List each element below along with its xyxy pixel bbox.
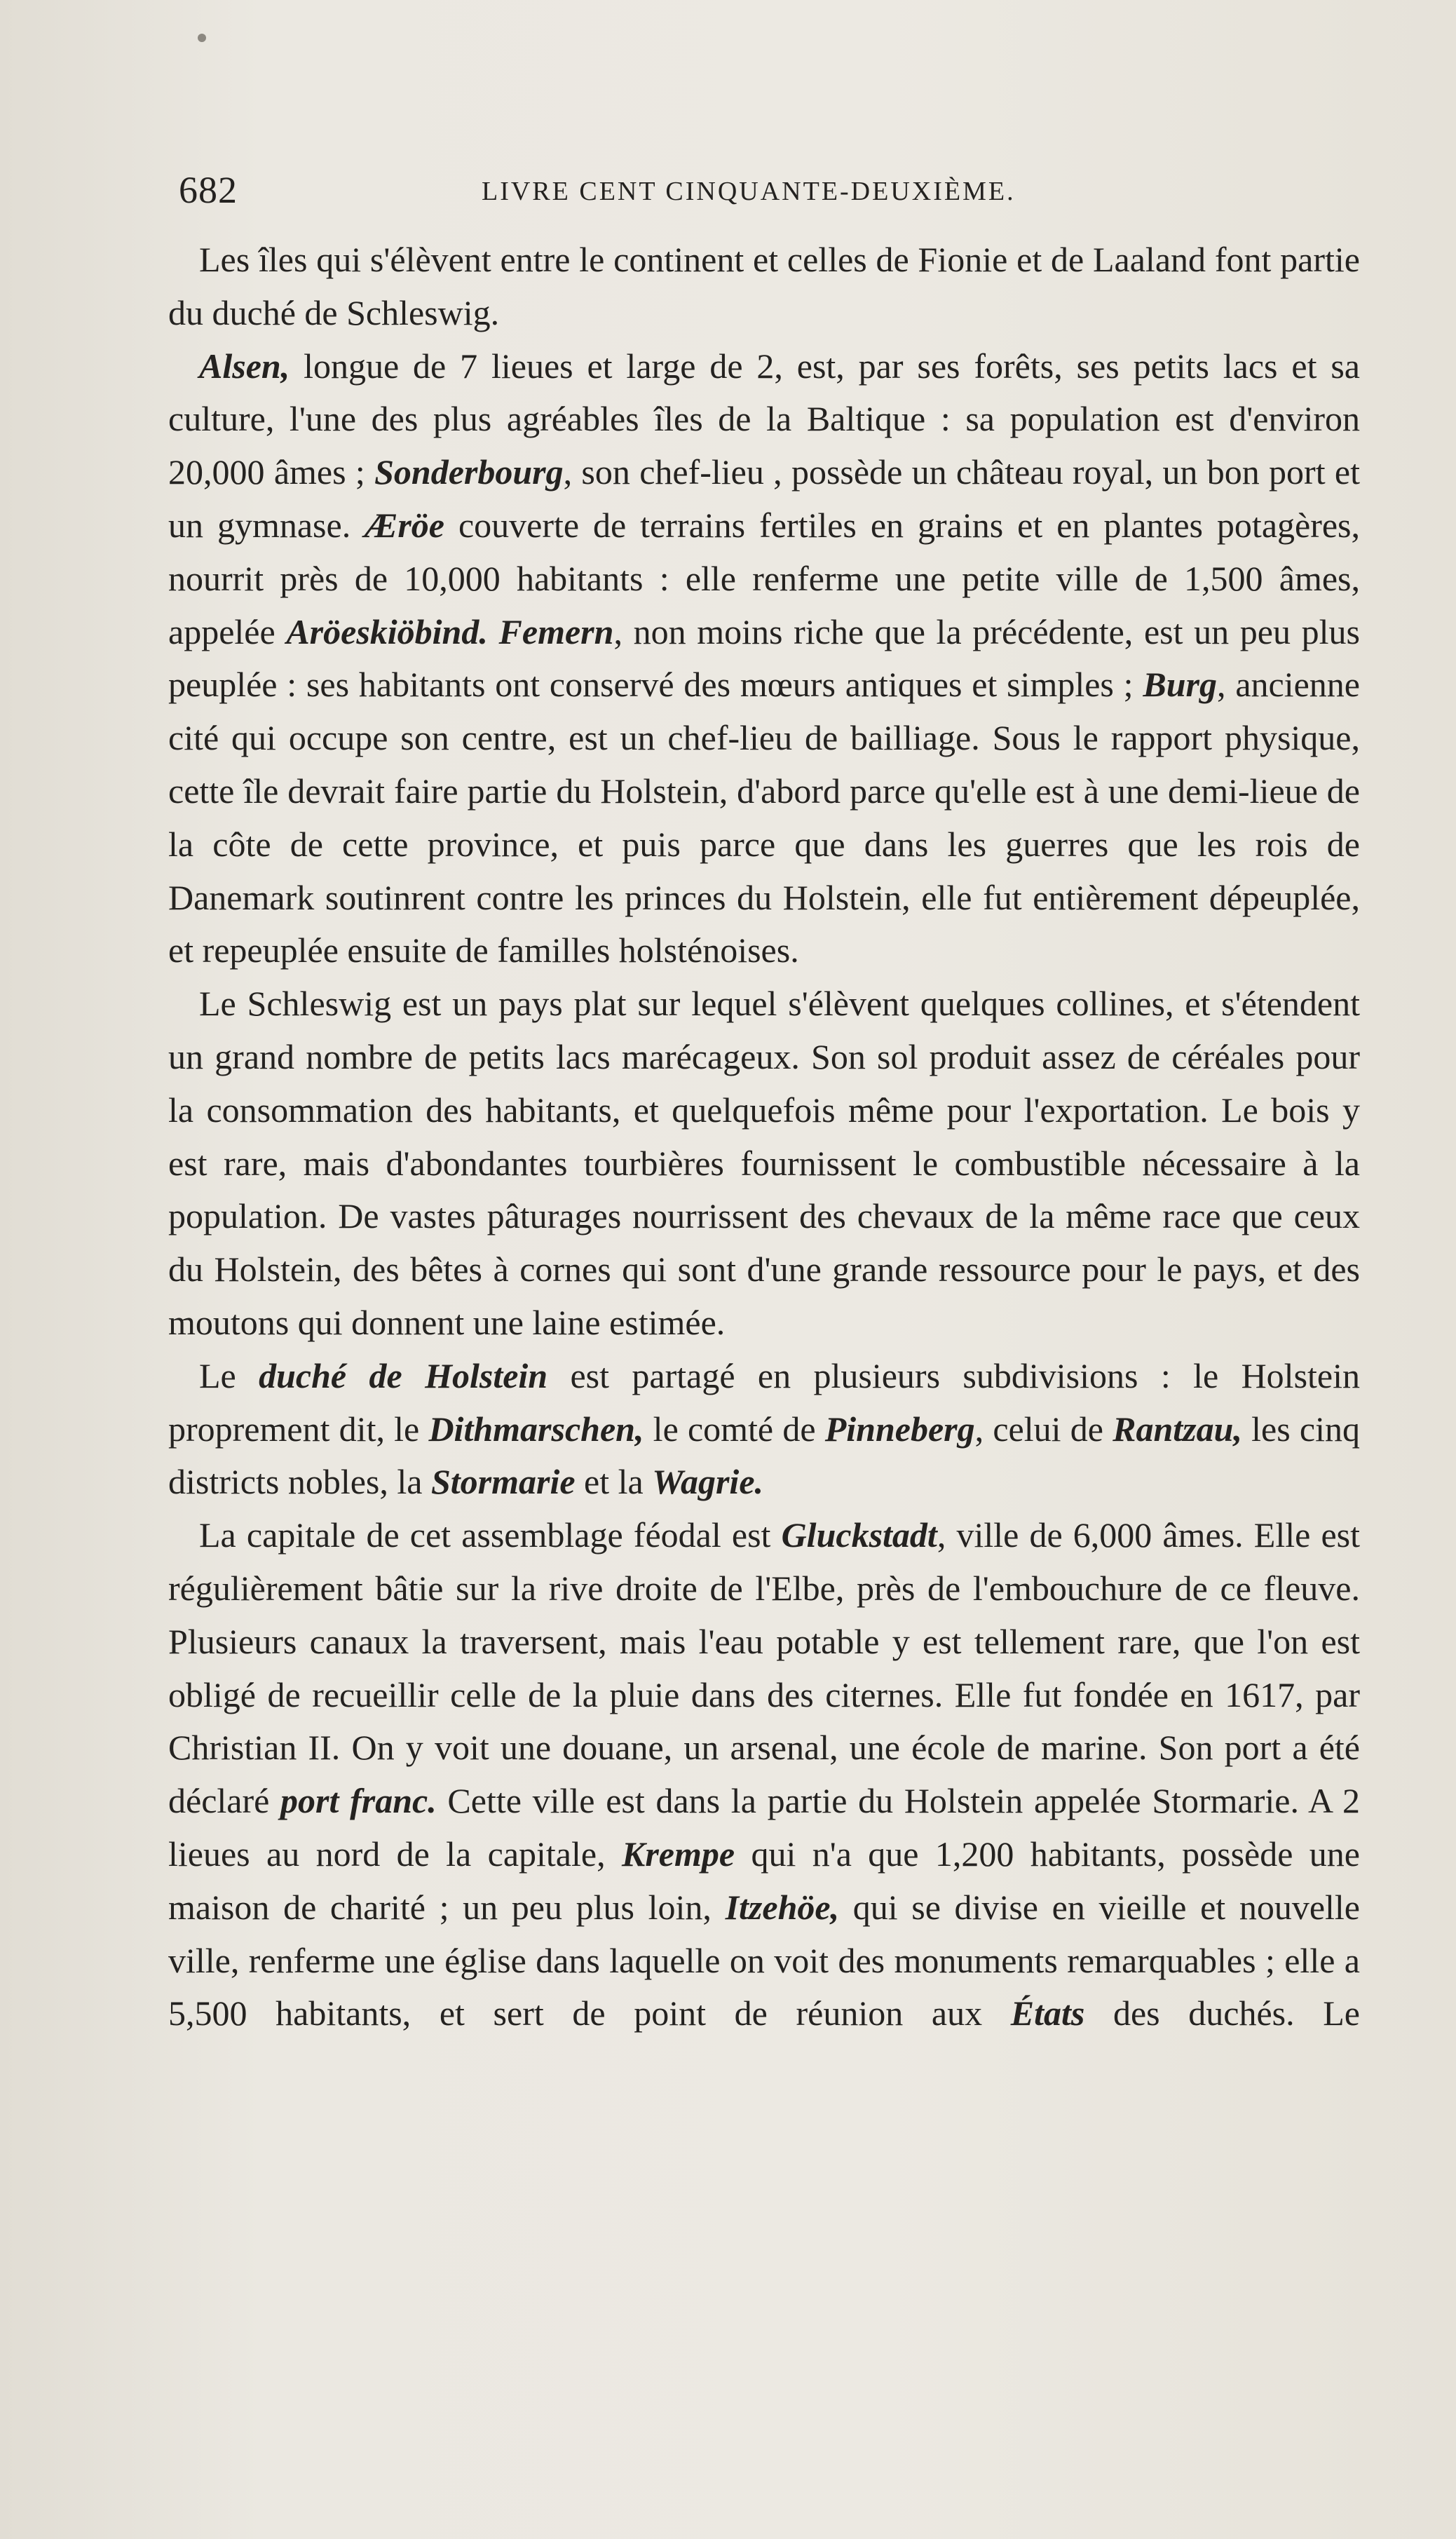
paragraph-4: Le duché de Holstein est partagé en plusieurs subdivisions : le Holstein proprement dit, le Dithmarschen, le comté de Pinneberg, celui de Rantzau, les cinq districts nobles, la Stormarie et la Wagrie. — [168, 1355, 1361, 1502]
paragraph-2: Alsen, longue de 7 lieues et large de 2, est, par ses forêts, ses petits lacs et sa culture, l'une des plus agréables îles de la Baltique : sa population est d'environ 20,000 âmes ; Sonderbourg, son chef-lieu , possède un château royal, un bon port et un gymnase. Æröe couverte de terrains fertiles en grains et en plantes potagères, nourrit près de 10,000 habitants : elle renferme une petite ville de 1,500 âmes, appelée Aröeskiöbind. Femern, non moins riche que la précédente, est un peu plus peuplée : ses habitants ont conservé des mœurs antiques et simples ; Burg, ancienne cité qui occupe son centre, est un chef-lieu de bailliage. Sous le rapport physique, cette île devrait faire partie du Holstein, d'abord parce qu'elle est à une demi-lieue de la côte de cette province, et puis parce que dans les guerres que les rois de Danemark soutinrent contre les princes du Holstein, elle fut entièrement dépeuplée, et repeuplée ensuite de familles holsténoises. — [168, 346, 1361, 970]
running-title: LIVRE CENT CINQUANTE-DEUXIÈME. — [482, 177, 1016, 206]
page-number: 682 — [179, 169, 238, 211]
paragraph-3: Le Schleswig est un pays plat sur lequel s'élèvent quelques collines, et s'étendent un grand nombre de petits lacs marécageux. Son sol produit assez de céréales pour la consommation des habitants, et quelquefois même pour l'exportation. Le bois y est rare, mais d'abondantes tourbières fournissent le combustible nécessaire à la population. De vastes pâturages nourrissent des chevaux de la même race que ceux du Holstein, des bêtes à cornes qui sont d'une grande ressource pour le pays, et des moutons qui donnent une laine estimée. — [168, 984, 1360, 1342]
scan-speck — [198, 34, 206, 42]
paragraph-5: La capitale de cet assemblage féodal est Gluckstadt, ville de 6,000 âmes. Elle est régulièrement bâtie sur la rive droite de l'Elbe, près de l'embouchure de ce fleuve. Plusieurs canaux la traversent, mais l'eau potable y est tellement rare, que l'on est obligé de recueillir celle de la pluie dans des citernes. Elle fut fondée en 1617, par Christian II. On y voit une douane, un arsenal, une école de marine. Son port a été déclaré port franc. Cette ville est dans la partie du Holstein appelée Stormarie. A 2 lieues au nord de la capitale, Krempe qui n'a que 1,200 habitants, possède une maison de charité ; un peu plus loin, Itzehöe, qui se divise en vieille et nouvelle ville, renferme une église dans laquelle on voit des monuments remarquables ; elle a 5,500 habitants, et sert de point de réunion aux États des duchés. Le — [168, 1515, 1361, 2033]
paragraph-1: Les îles qui s'élèvent entre le continent et celles de Fionie et de Laaland font partie du duché de Schleswig. — [168, 240, 1360, 332]
body-text — [168, 233, 1360, 2040]
page-header — [179, 167, 1370, 216]
